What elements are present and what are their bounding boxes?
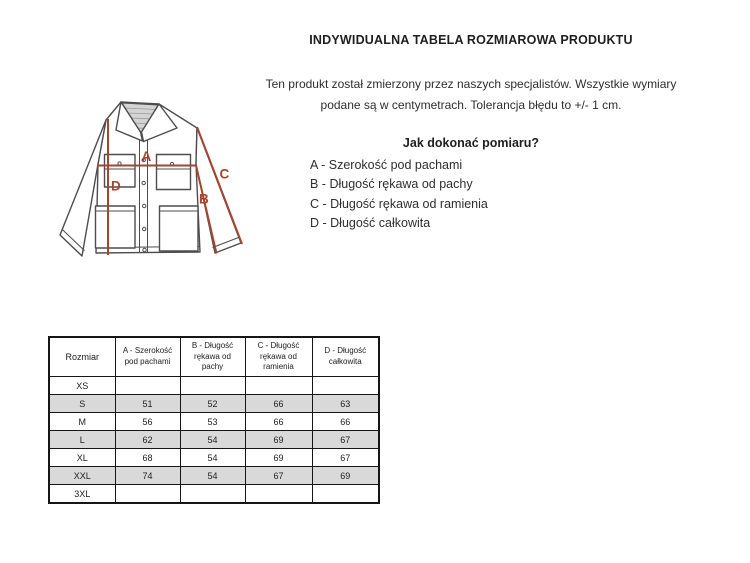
col-header-rozmiar: Rozmiar xyxy=(49,337,115,377)
col-header-a: A - Szerokość pod pachami xyxy=(115,337,180,377)
value-cell: 66 xyxy=(312,413,379,431)
value-cell: 69 xyxy=(245,449,312,467)
value-cell xyxy=(245,377,312,395)
value-cell xyxy=(312,377,379,395)
value-cell xyxy=(115,485,180,504)
size-row-xs xyxy=(49,377,379,395)
guide-item-d: D - Długość całkowita xyxy=(310,215,431,230)
guide-heading: Jak dokonać pomiaru? xyxy=(402,136,540,150)
size-row-l xyxy=(49,431,379,449)
value-cell: 68 xyxy=(115,449,180,467)
value-cell: 51 xyxy=(115,395,180,413)
measure-label-c: C xyxy=(219,166,230,182)
guide-item-b: B - Długość rękawa od pachy xyxy=(310,177,473,192)
size-cell: XS xyxy=(49,377,115,395)
lower-pocket-left xyxy=(96,206,136,248)
value-cell: 69 xyxy=(245,431,312,449)
guide-item-c: C - Długość rękawa od ramienia xyxy=(310,196,488,211)
value-cell: 66 xyxy=(245,395,312,413)
value-cell: 74 xyxy=(115,467,180,485)
value-cell: 67 xyxy=(312,449,379,467)
value-cell: 54 xyxy=(180,449,245,467)
page-title: INDYWIDUALNA TABELA ROZMIAROWA PRODUKTU xyxy=(309,33,633,47)
document-header xyxy=(248,32,694,116)
guide-item-a: A - Szerokość pod pachami xyxy=(310,158,463,172)
value-cell xyxy=(245,485,312,504)
intro-line-1: Ten produkt został zmierzony przez naszych specjalistów. Wszystkie wymiary xyxy=(265,77,677,91)
col-header-c: C - Długość rękawa od ramienia xyxy=(245,337,312,377)
value-cell: 54 xyxy=(180,431,245,449)
value-cell xyxy=(180,377,245,395)
size-row-3xl xyxy=(49,485,379,504)
size-table-header xyxy=(49,337,379,377)
placket-button-3 xyxy=(142,181,145,184)
value-cell: 63 xyxy=(312,395,379,413)
value-cell: 54 xyxy=(180,467,245,485)
value-cell: 56 xyxy=(115,413,180,431)
value-cell: 66 xyxy=(245,413,312,431)
measure-label-a: A xyxy=(141,149,152,164)
lower-pocket-right xyxy=(160,206,199,251)
intro-line-2: podane są w centymetrach. Tolerancja błędu to +/- 1 cm. xyxy=(320,98,622,112)
jacket-illustration xyxy=(55,90,255,272)
placket-button-5 xyxy=(143,227,146,230)
value-cell: 53 xyxy=(180,413,245,431)
size-table xyxy=(48,336,380,504)
size-row-xl xyxy=(49,449,379,467)
size-cell: M xyxy=(49,413,115,431)
value-cell xyxy=(115,377,180,395)
chest-pocket-right xyxy=(157,155,191,190)
size-cell: S xyxy=(49,395,115,413)
placket-button-6 xyxy=(143,248,146,251)
value-cell: 69 xyxy=(312,467,379,485)
jacket-measurement-diagram xyxy=(55,90,255,272)
size-row-m xyxy=(49,413,379,431)
guide-list xyxy=(248,156,694,233)
value-cell: 67 xyxy=(245,467,312,485)
size-row-s xyxy=(49,395,379,413)
measure-label-b: B xyxy=(199,191,209,207)
measure-label-d: D xyxy=(111,178,121,194)
size-cell: L xyxy=(49,431,115,449)
value-cell: 67 xyxy=(312,431,379,449)
size-cell: 3XL xyxy=(49,485,115,504)
value-cell: 52 xyxy=(180,395,245,413)
col-header-b: B - Długość rękawa od pachy xyxy=(180,337,245,377)
value-cell xyxy=(180,485,245,504)
size-cell: XL xyxy=(49,449,115,467)
value-cell xyxy=(312,485,379,504)
size-row-xxl xyxy=(49,467,379,485)
size-cell: XXL xyxy=(49,467,115,485)
placket-button-4 xyxy=(143,204,146,207)
value-cell: 62 xyxy=(115,431,180,449)
col-header-d: D - Długość całkowita xyxy=(312,337,379,377)
intro-paragraph xyxy=(248,74,694,116)
measurement-guide xyxy=(248,135,694,233)
